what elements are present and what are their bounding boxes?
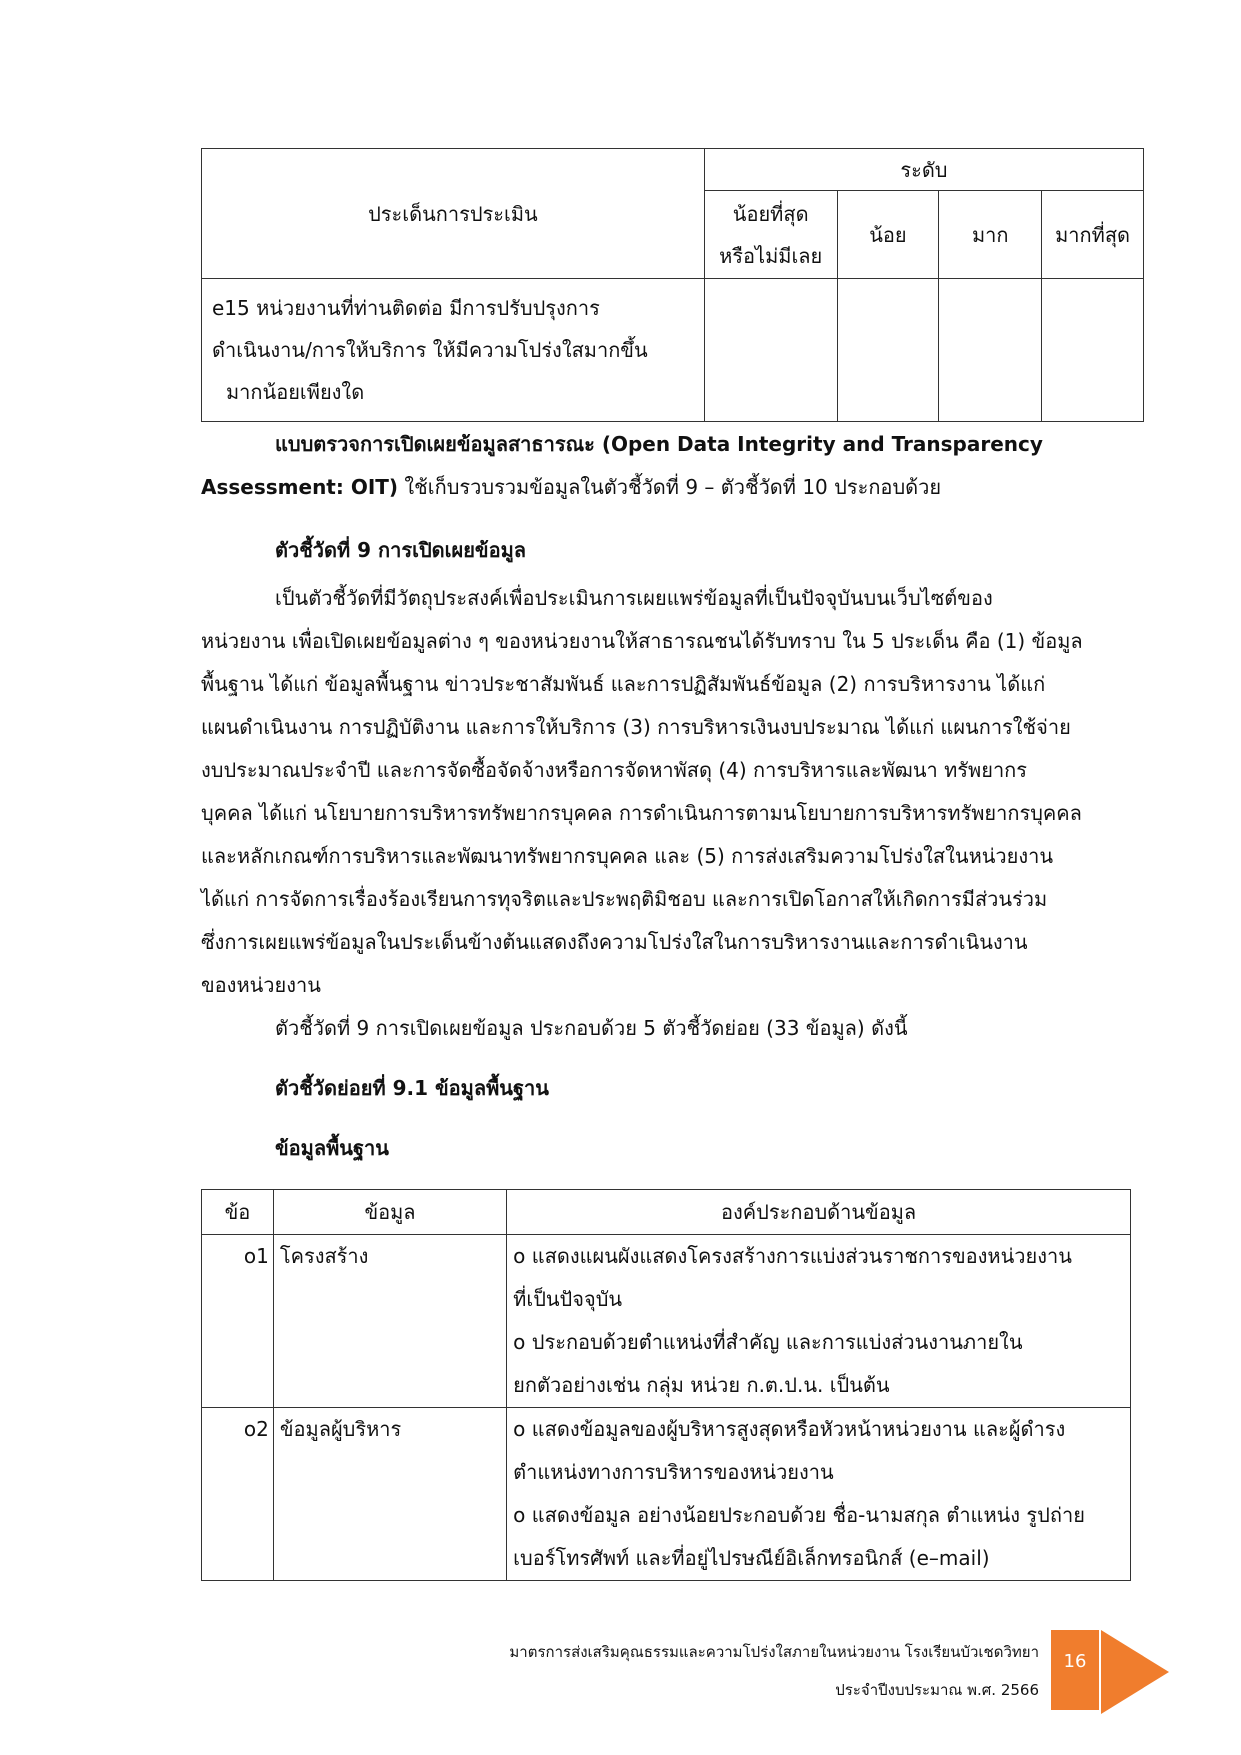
indicator9-1-heading: ตัวชี้วัดย่อยที่ 9.1 ข้อมูลพื้นฐาน — [275, 1076, 549, 1100]
footer-fiscal-year: ประจำปีงบประมาณ พ.ศ. 2566 — [835, 1681, 1039, 1699]
paragraph-line: และหลักเกณฑ์การบริหารและพัฒนาทรัพยากรบุคคล และ (5) การส่งเสริมความโปร่งใสในหน่วยงาน — [201, 844, 1054, 868]
rating-item-line: ดำเนินงาน/การให้บริการ ให้มีความโปร่งใสมากขึ้น — [212, 338, 648, 362]
row-info-name: โครงสร้าง — [273, 1235, 506, 1408]
row-number: o2 — [202, 1408, 274, 1581]
paragraph-line: หน่วยงาน เพื่อเปิดเผยข้อมูลต่าง ๆ ของหน่วยงานให้สาธารณชนได้รับทราบ ใน 5 ประเด็น คือ (1) ข้อมูล — [201, 629, 1083, 653]
paragraph-line: ซึ่งการเผยแพร่ข้อมูลในประเด็นข้างต้นแสดงถึงความโปร่งใสในการบริหารงานและการดำเนินงาน — [201, 930, 1028, 954]
rating-cell-empty — [704, 279, 837, 422]
paragraph-line: บุคคล ได้แก่ นโยบายการบริหารทรัพยากรบุคคล การดำเนินการตามนโยบายการบริหารทรัพยากรบุคคล — [201, 801, 1082, 825]
row-details — [507, 1235, 1131, 1408]
detail-line: o แสดงข้อมูลของผู้บริหารสูงสุดหรือหัวหน้าหน่วยงาน และผู้ดำรง — [513, 1417, 1066, 1441]
rating-item-line: มากน้อยเพียงใด — [226, 380, 365, 404]
row-details — [507, 1408, 1131, 1581]
oit-intro-bold: Assessment: OIT) — [201, 475, 399, 499]
row-number: o1 — [202, 1235, 274, 1408]
column-header-info: ข้อมูล — [273, 1190, 506, 1235]
rating-item-line: e15 หน่วยงานที่ท่านติดต่อ มีการปรับปรุงการ — [212, 296, 600, 320]
paragraph-line: ได้แก่ การจัดการเรื่องร้องเรียนการทุจริตและประพฤติมิชอบ และการเปิดโอกาสให้เกิดการมีส่วนร่วม — [201, 887, 1048, 911]
rating-header-item: ประเด็นการประเมิน — [202, 149, 705, 279]
table-row — [202, 1408, 1131, 1581]
indicator9-summary: ตัวชี้วัดที่ 9 การเปิดเผยข้อมูล ประกอบด้วย 5 ตัวชี้วัดย่อย (33 ข้อมูล) ดังนี้ — [275, 1016, 908, 1040]
arrow-right-icon — [1101, 1630, 1169, 1714]
detail-line: ยกตัวอย่างเช่น กลุ่ม หน่วย ก.ต.ป.น. เป็นต้น — [513, 1373, 890, 1397]
column-header-components: องค์ประกอบด้านข้อมูล — [507, 1190, 1131, 1235]
paragraph-line: เป็นตัวชี้วัดที่มีวัตถุประสงค์เพื่อประเมินการเผยแพร่ข้อมูลที่เป็นปัจจุบันบนเว็บไซต์ของ — [275, 586, 993, 610]
oit-intro-rest: ใช้เก็บรวบรวมข้อมูลในตัวชี้วัดที่ 9 – ตัวชี้วัดที่ 10 ประกอบด้วย — [398, 475, 942, 499]
paragraph-line: ของหน่วยงาน — [201, 973, 321, 997]
paragraph-line: งบประมาณประจำปี และการจัดซื้อจัดจ้างหรือการจัดหาพัสดุ (4) การบริหารและพัฒนา ทรัพยากร — [201, 758, 1028, 782]
page-number-badge: 16 — [1051, 1630, 1099, 1710]
level-least-line2: หรือไม่มีเลย — [719, 243, 823, 268]
detail-line: เบอร์โทรศัพท์ และที่อยู่ไปรษณีย์อิเล็กทรอนิกส์ (e–mail) — [513, 1546, 990, 1570]
rating-item-e15 — [202, 279, 705, 422]
rating-cell-empty — [1042, 279, 1144, 422]
detail-line: ที่เป็นปัจจุบัน — [513, 1287, 623, 1311]
detail-line: ตำแหน่งทางการบริหารของหน่วยงาน — [513, 1460, 834, 1484]
rating-header-level: ระดับ — [704, 149, 1143, 191]
row-info-name: ข้อมูลผู้บริหาร — [273, 1408, 506, 1581]
detail-line: o แสดงข้อมูล อย่างน้อยประกอบด้วย ชื่อ-นามสกุล ตำแหน่ง รูปถ่าย — [513, 1503, 1085, 1527]
detail-line: o แสดงแผนผังแสดงโครงสร้างการแบ่งส่วนราชการของหน่วยงาน — [513, 1244, 1072, 1268]
level-low: น้อย — [837, 191, 939, 279]
table-row — [202, 1235, 1131, 1408]
basic-info-table — [201, 1189, 1131, 1581]
rating-cell-empty — [939, 279, 1042, 422]
paragraph-line: แผนดำเนินงาน การปฏิบัติงาน และการให้บริการ (3) การบริหารเงินงบประมาณ ได้แก่ แผนการใช้จ่าย — [201, 715, 1071, 739]
indicator9-paragraph — [201, 577, 1093, 1007]
rating-cell-empty — [837, 279, 939, 422]
detail-line: o ประกอบด้วยตำแหน่งที่สำคัญ และการแบ่งส่วนงานภายใน — [513, 1330, 1023, 1354]
basic-info-heading: ข้อมูลพื้นฐาน — [275, 1136, 389, 1160]
paragraph-line: พื้นฐาน ได้แก่ ข้อมูลพื้นฐาน ข่าวประชาสัมพันธ์ และการปฏิสัมพันธ์ข้อมูล (2) การบริหารงาน ได้แก่ — [201, 672, 1046, 696]
level-high: มาก — [939, 191, 1042, 279]
indicator9-heading: ตัวชี้วัดที่ 9 การเปิดเผยข้อมูล — [275, 538, 527, 562]
level-least — [704, 191, 837, 279]
oit-intro-line1: แบบตรวจการเปิดเผยข้อมูลสาธารณะ (Open Data Integrity and Transparency — [275, 432, 1043, 456]
column-header-no: ข้อ — [202, 1190, 274, 1235]
level-least-line1: น้อยที่สุด — [732, 201, 809, 226]
level-highest: มากที่สุด — [1042, 191, 1144, 279]
rating-table — [201, 148, 1144, 422]
footer-title: มาตรการส่งเสริมคุณธรรมและความโปร่งใสภายในหน่วยงาน โรงเรียนบัวเชดวิทยา — [509, 1643, 1039, 1661]
oit-intro — [201, 423, 1093, 509]
